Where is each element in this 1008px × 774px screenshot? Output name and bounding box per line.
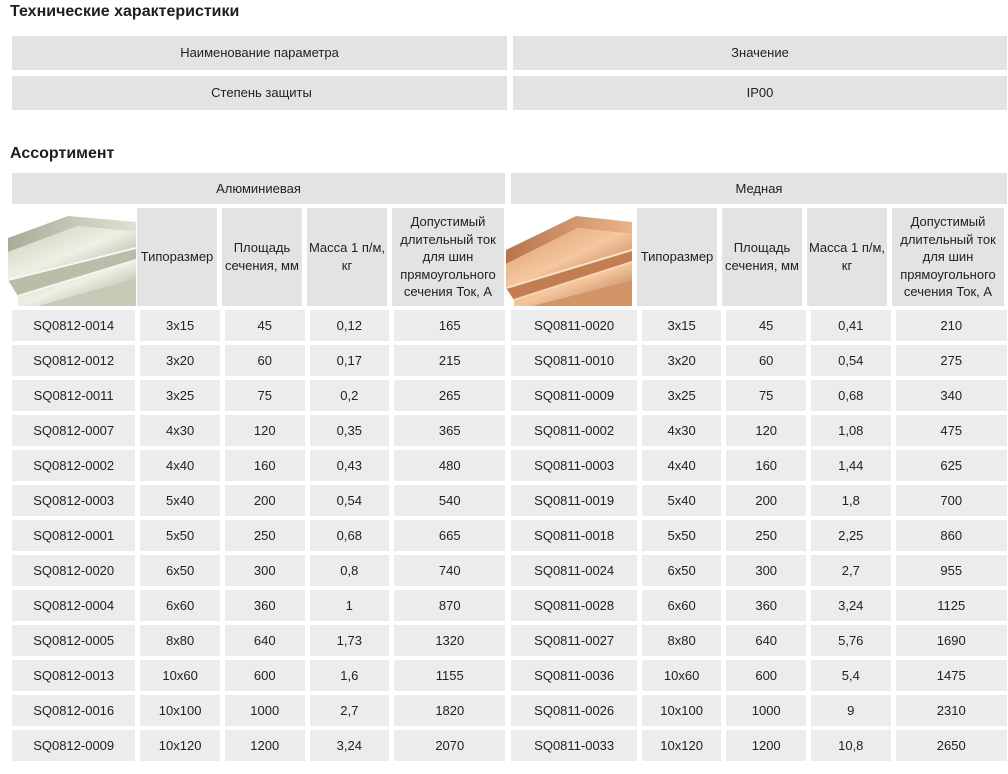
al-cell-area: 120 xyxy=(225,415,305,446)
assortment-table xyxy=(12,173,1007,761)
cu-cell-code: SQ0811-0026 xyxy=(511,695,636,726)
table-row xyxy=(12,660,1007,691)
cu-cell-typesize: 3x20 xyxy=(642,345,722,376)
cu-cell-area: 120 xyxy=(726,415,806,446)
al-cell-typesize: 10x120 xyxy=(140,730,220,761)
cu-cell-mass: 5,76 xyxy=(811,625,891,656)
al-cell-area: 1000 xyxy=(225,695,305,726)
cu-cell-code: SQ0811-0028 xyxy=(511,590,636,621)
al-col-mass: Масса 1 п/м, кг xyxy=(307,208,387,306)
cu-cell-mass: 5,4 xyxy=(811,660,891,691)
al-cell-area: 640 xyxy=(225,625,305,656)
table-row xyxy=(12,380,1007,411)
al-cell-typesize: 10x60 xyxy=(140,660,220,691)
al-cell-mass: 0,17 xyxy=(310,345,390,376)
al-cell-code: SQ0812-0012 xyxy=(12,345,135,376)
al-cell-typesize: 3x20 xyxy=(140,345,220,376)
cu-cell-code: SQ0811-0002 xyxy=(511,415,636,446)
group-copper-header: Медная xyxy=(511,173,1007,204)
al-cell-current: 540 xyxy=(394,485,505,516)
al-cell-code: SQ0812-0007 xyxy=(12,415,135,446)
al-cell-typesize: 4x40 xyxy=(140,450,220,481)
cu-cell-mass: 3,24 xyxy=(811,590,891,621)
al-cell-typesize: 4x30 xyxy=(140,415,220,446)
al-cell-mass: 0,43 xyxy=(310,450,390,481)
cu-cell-code: SQ0811-0009 xyxy=(511,380,636,411)
cu-cell-typesize: 5x40 xyxy=(642,485,722,516)
cu-cell-mass: 2,25 xyxy=(811,520,891,551)
al-cell-code: SQ0812-0016 xyxy=(12,695,135,726)
al-cell-code: SQ0812-0005 xyxy=(12,625,135,656)
cu-cell-current: 210 xyxy=(896,310,1007,341)
cu-cell-current: 1125 xyxy=(896,590,1007,621)
cu-cell-current: 275 xyxy=(896,345,1007,376)
cu-cell-area: 1000 xyxy=(726,695,806,726)
al-cell-current: 870 xyxy=(394,590,505,621)
cu-cell-mass: 1,8 xyxy=(811,485,891,516)
cu-cell-typesize: 10x120 xyxy=(642,730,722,761)
cu-cell-current: 1475 xyxy=(896,660,1007,691)
spec-row xyxy=(12,76,1007,110)
al-cell-code: SQ0812-0003 xyxy=(12,485,135,516)
cu-cell-mass: 9 xyxy=(811,695,891,726)
al-cell-typesize: 6x50 xyxy=(140,555,220,586)
cu-cell-code: SQ0811-0020 xyxy=(511,310,636,341)
al-cell-mass: 1,73 xyxy=(310,625,390,656)
table-row xyxy=(12,520,1007,551)
al-col-current: Допустимый длительный ток для шин прямоугольного сечения Ток, А xyxy=(392,208,504,306)
spec-header-value: Значение xyxy=(513,36,1007,70)
column-header-row xyxy=(12,208,1007,306)
al-cell-area: 600 xyxy=(225,660,305,691)
cu-cell-mass: 1,08 xyxy=(811,415,891,446)
al-cell-current: 165 xyxy=(394,310,505,341)
cu-cell-area: 600 xyxy=(726,660,806,691)
cu-cell-current: 860 xyxy=(896,520,1007,551)
table-row xyxy=(12,730,1007,761)
table-row xyxy=(12,345,1007,376)
al-cell-typesize: 10x100 xyxy=(140,695,220,726)
al-col-typesize: Типоразмер xyxy=(137,208,217,306)
cu-cell-code: SQ0811-0018 xyxy=(511,520,636,551)
table-row xyxy=(12,310,1007,341)
al-cell-code: SQ0812-0020 xyxy=(12,555,135,586)
al-cell-typesize: 8x80 xyxy=(140,625,220,656)
al-cell-current: 740 xyxy=(394,555,505,586)
spec-row-value: IP00 xyxy=(513,76,1007,110)
cu-cell-current: 475 xyxy=(896,415,1007,446)
al-cell-mass: 1,6 xyxy=(310,660,390,691)
al-cell-typesize: 3x15 xyxy=(140,310,220,341)
al-cell-area: 360 xyxy=(225,590,305,621)
spec-row-param: Степень защиты xyxy=(12,76,507,110)
spec-header-param: Наименование параметра xyxy=(12,36,507,70)
aluminium-busbar-image xyxy=(8,208,136,306)
cu-cell-mass: 0,68 xyxy=(811,380,891,411)
cu-cell-area: 160 xyxy=(726,450,806,481)
al-cell-area: 200 xyxy=(225,485,305,516)
al-cell-code: SQ0812-0002 xyxy=(12,450,135,481)
cu-cell-current: 2650 xyxy=(896,730,1007,761)
cu-cell-typesize: 4x30 xyxy=(642,415,722,446)
al-cell-current: 1320 xyxy=(394,625,505,656)
al-cell-area: 45 xyxy=(225,310,305,341)
cu-cell-typesize: 3x25 xyxy=(642,380,722,411)
al-cell-current: 215 xyxy=(394,345,505,376)
al-cell-code: SQ0812-0013 xyxy=(12,660,135,691)
table-row xyxy=(12,695,1007,726)
cu-cell-area: 1200 xyxy=(726,730,806,761)
cu-cell-mass: 0,41 xyxy=(811,310,891,341)
cu-cell-area: 75 xyxy=(726,380,806,411)
al-cell-mass: 0,68 xyxy=(310,520,390,551)
cu-cell-current: 340 xyxy=(896,380,1007,411)
al-col-area: Площадь сечения, мм xyxy=(222,208,302,306)
group-header-row xyxy=(12,173,1007,204)
al-cell-mass: 0,8 xyxy=(310,555,390,586)
al-cell-code: SQ0812-0014 xyxy=(12,310,135,341)
al-cell-current: 1820 xyxy=(394,695,505,726)
al-cell-current: 480 xyxy=(394,450,505,481)
table-row xyxy=(12,625,1007,656)
assortment-rows xyxy=(12,310,1007,761)
spec-header-row xyxy=(12,36,1007,70)
cu-cell-area: 300 xyxy=(726,555,806,586)
table-row xyxy=(12,590,1007,621)
al-cell-typesize: 3x25 xyxy=(140,380,220,411)
cu-col-current: Допустимый длительный ток для шин прямоугольного сечения Ток, А xyxy=(892,208,1004,306)
spec-section-title: Технические характеристики xyxy=(10,3,240,20)
table-row xyxy=(12,555,1007,586)
cu-cell-typesize: 3x15 xyxy=(642,310,722,341)
al-cell-mass: 0,35 xyxy=(310,415,390,446)
al-cell-current: 1155 xyxy=(394,660,505,691)
group-aluminium-header: Алюминиевая xyxy=(12,173,505,204)
cu-cell-area: 60 xyxy=(726,345,806,376)
cu-cell-current: 955 xyxy=(896,555,1007,586)
al-cell-area: 160 xyxy=(225,450,305,481)
cu-cell-mass: 0,54 xyxy=(811,345,891,376)
cu-cell-typesize: 6x50 xyxy=(642,555,722,586)
al-cell-current: 265 xyxy=(394,380,505,411)
cu-cell-code: SQ0811-0019 xyxy=(511,485,636,516)
al-cell-current: 365 xyxy=(394,415,505,446)
cu-cell-code: SQ0811-0003 xyxy=(511,450,636,481)
al-cell-mass: 0,54 xyxy=(310,485,390,516)
al-cell-code: SQ0812-0011 xyxy=(12,380,135,411)
spec-table xyxy=(12,36,1007,116)
assortment-section-title: Ассортимент xyxy=(10,145,115,162)
al-cell-area: 60 xyxy=(225,345,305,376)
al-cell-mass: 0,2 xyxy=(310,380,390,411)
al-cell-code: SQ0812-0009 xyxy=(12,730,135,761)
al-cell-area: 75 xyxy=(225,380,305,411)
al-cell-typesize: 5x40 xyxy=(140,485,220,516)
al-cell-area: 300 xyxy=(225,555,305,586)
cu-cell-typesize: 6x60 xyxy=(642,590,722,621)
cu-cell-mass: 1,44 xyxy=(811,450,891,481)
al-cell-area: 1200 xyxy=(225,730,305,761)
cu-cell-typesize: 10x100 xyxy=(642,695,722,726)
cu-cell-code: SQ0811-0027 xyxy=(511,625,636,656)
al-cell-mass: 0,12 xyxy=(310,310,390,341)
cu-cell-code: SQ0811-0010 xyxy=(511,345,636,376)
table-row xyxy=(12,450,1007,481)
cu-cell-typesize: 10x60 xyxy=(642,660,722,691)
cu-cell-typesize: 5x50 xyxy=(642,520,722,551)
cu-cell-area: 200 xyxy=(726,485,806,516)
al-cell-area: 250 xyxy=(225,520,305,551)
cu-cell-current: 1690 xyxy=(896,625,1007,656)
al-cell-code: SQ0812-0004 xyxy=(12,590,135,621)
cu-cell-area: 360 xyxy=(726,590,806,621)
cu-col-typesize: Типоразмер xyxy=(637,208,717,306)
cu-col-mass: Масса 1 п/м, кг xyxy=(807,208,887,306)
al-cell-mass: 2,7 xyxy=(310,695,390,726)
cu-cell-area: 45 xyxy=(726,310,806,341)
al-cell-typesize: 5x50 xyxy=(140,520,220,551)
al-cell-typesize: 6x60 xyxy=(140,590,220,621)
table-row xyxy=(12,485,1007,516)
cu-cell-area: 250 xyxy=(726,520,806,551)
cu-cell-mass: 10,8 xyxy=(811,730,891,761)
cu-cell-mass: 2,7 xyxy=(811,555,891,586)
cu-cell-typesize: 4x40 xyxy=(642,450,722,481)
al-cell-code: SQ0812-0001 xyxy=(12,520,135,551)
cu-cell-code: SQ0811-0024 xyxy=(511,555,636,586)
al-cell-current: 665 xyxy=(394,520,505,551)
cu-cell-current: 625 xyxy=(896,450,1007,481)
al-cell-current: 2070 xyxy=(394,730,505,761)
al-cell-mass: 1 xyxy=(310,590,390,621)
cu-cell-typesize: 8x80 xyxy=(642,625,722,656)
cu-cell-current: 2310 xyxy=(896,695,1007,726)
al-cell-mass: 3,24 xyxy=(310,730,390,761)
cu-col-area: Площадь сечения, мм xyxy=(722,208,802,306)
copper-busbar-image xyxy=(506,208,632,306)
table-row xyxy=(12,415,1007,446)
cu-cell-code: SQ0811-0033 xyxy=(511,730,636,761)
cu-cell-code: SQ0811-0036 xyxy=(511,660,636,691)
cu-cell-area: 640 xyxy=(726,625,806,656)
cu-cell-current: 700 xyxy=(896,485,1007,516)
